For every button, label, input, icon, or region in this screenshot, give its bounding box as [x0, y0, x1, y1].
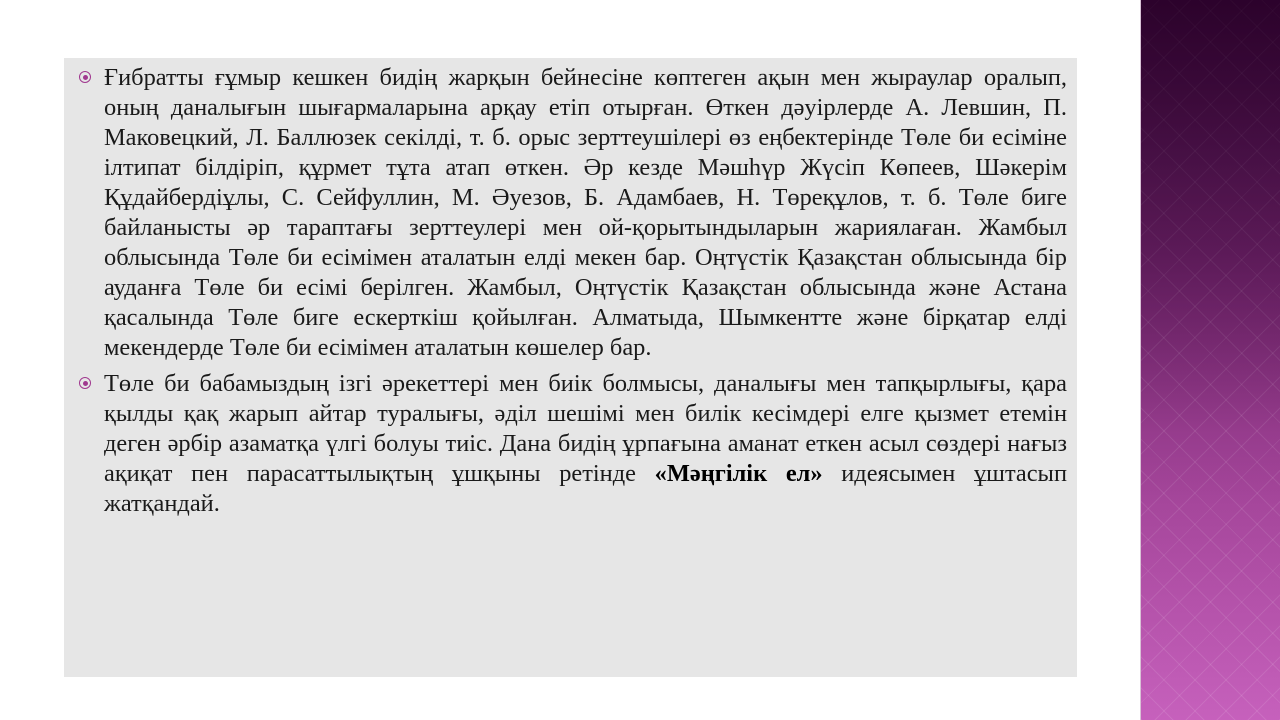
content-box	[64, 58, 1077, 677]
bullet-2-text-after: идеясымен ұштасып жатқандай.	[104, 460, 1067, 517]
decorative-side-band	[1141, 0, 1280, 720]
bullet-1-text: Ғибратты ғұмыр кешкен бидің жарқын бейнесіне көптеген ақын мен жыраулар оралып, оның даналығын шығармаларына арқау етіп отырған. Өткен дәуірлерде А. Левшин, П. Маковецкий, Л. Баллюзек секілді, т. б. орыс зерттеушілері өз еңбектерінде Төле би есіміне ілтипат білдіріп, құрмет тұта атап өткен. Әр кезде Мәшһүр Жүсіп Көпеев, Шәкерім Құдайбердіұлы, С. Сейфуллин, М. Әуезов, Б. Адамбаев, Н. Төреқұлов, т. б. Төле биге байланысты әр тараптағы зерттеулері мен ой-қорытындыларын жариялаған. Жамбыл облысында Төле би есімімен аталатын елді мекен бар. Оңтүстік Қазақстан облысында бір ауданға Төле би есімі берілген. Жамбыл, Оңтүстік Қазақстан облысында және Астана қасалында Төле биге ескерткіш қойылған. Алматыда, Шымкентте және бірқатар елді мекендерде Төле би есімімен аталатын көшелер бар.	[104, 64, 1067, 361]
circled-dot-bullet-icon	[79, 377, 91, 389]
bullet-2-bold-phrase: «Мәңгілік ел»	[654, 460, 823, 487]
bullet-item-1	[78, 63, 1067, 363]
circled-dot-bullet-icon	[79, 71, 91, 83]
bullet-item-2	[78, 369, 1067, 519]
bullet-2-text-before: Төле би бабамыздың ізгі әрекеттері мен биік болмысы, даналығы мен тапқырлығы, қара қылды қақ жарып айтар туралығы, әділ шешімі мен билік кесімдері елге қызмет етемін деген әрбір азаматқа үлгі болуы тиіс. Дана бидің ұрпағына аманат еткен асыл сөздері нағыз ақиқат пен парасаттылықтың ұшқыны ретінде	[104, 370, 1067, 487]
